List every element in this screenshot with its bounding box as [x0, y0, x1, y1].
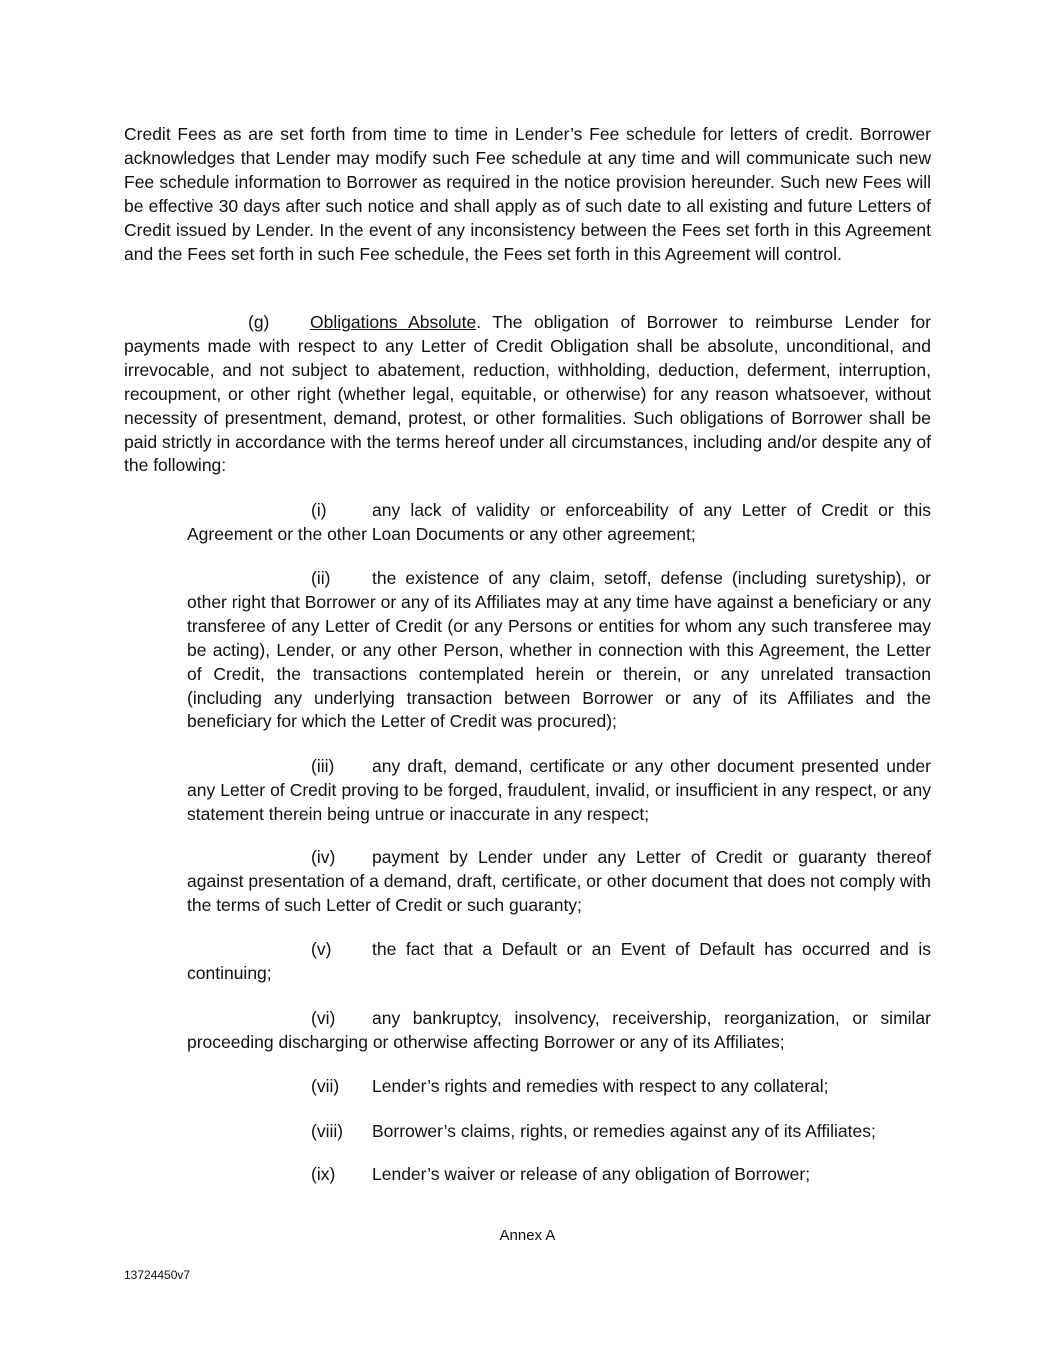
list-item-text: any draft, demand, certificate or any other document presented under any Letter of Credit proving to be forged, fraudulent, invalid, or insufficient in any respect, or any statement therein being untrue or inaccurate in any respect;	[187, 756, 931, 824]
section-g-body: The obligation of Borrower to reimburse Lender for payments made with respect to any Letter of Credit Obligation shall be absolute, unconditional, and irrevocable, and not subject to abatement, reduction, withholding, deduction, deferment, interruption, recoupment, or other right (whether legal, equitable, or otherwise) for any reason whatsoever, without necessity of presentment, demand, protest, or other formalities. Such obligations of Borrower shall be paid strictly in accordance with the terms hereof under all circumstances, including and/or despite any of the following:	[124, 312, 931, 476]
list-item-iii	[187, 755, 931, 827]
list-item-ix	[187, 1163, 931, 1187]
section-g-heading-punct: .	[476, 312, 482, 332]
list-marker: (vii)	[311, 1076, 340, 1096]
list-item-ii	[187, 567, 931, 734]
list-marker: (ix)	[311, 1164, 336, 1184]
list-item-text: Lender’s rights and remedies with respect to any collateral;	[372, 1076, 829, 1096]
list-item-text: Borrower’s claims, rights, or remedies against any of its Affiliates;	[372, 1121, 876, 1141]
list-marker: (v)	[311, 939, 332, 959]
list-item-text: any bankruptcy, insolvency, receivership, reorganization, or similar proceeding discharging or otherwise affecting Borrower or any of its Affiliates;	[187, 1008, 931, 1052]
list-item-vi	[187, 1007, 931, 1055]
list-marker: (viii)	[311, 1121, 344, 1141]
intro-paragraph: Credit Fees as are set forth from time to time in Lender’s Fee schedule for letters of credit. Borrower acknowledges that Lender may modify such Fee schedule at any time and will communicate such new Fee schedule information to Borrower as required in the notice provision hereunder. Such new Fees will be effective 30 days after such notice and shall apply as of such date to all existing and future Letters of Credit issued by Lender. In the event of any inconsistency between the Fees set forth in this Agreement and the Fees set forth in such Fee schedule, the Fees set forth in this Agreement will control.	[124, 124, 931, 264]
list-item-viii	[187, 1120, 931, 1144]
document-id: 13724450v7	[124, 1268, 191, 1282]
list-item-text: any lack of validity or enforceability of any Letter of Credit or this Agreement or the other Loan Documents or any other agreement;	[187, 500, 931, 544]
list-item-text: payment by Lender under any Letter of Credit or guaranty thereof against presentation of a demand, draft, certificate, or other document that does not comply with the terms of such Letter of Credit or such guaranty;	[187, 847, 931, 915]
list-item-i	[187, 499, 931, 547]
page-footer-label: Annex A	[499, 1227, 556, 1244]
list-marker: (ii)	[311, 568, 331, 588]
list-item-text: the fact that a Default or an Event of Default has occurred and is continuing;	[187, 939, 931, 983]
section-g-marker: (g)	[248, 312, 270, 332]
section-g-paragraph	[124, 311, 931, 478]
list-marker: (iv)	[311, 847, 336, 867]
list-item-v	[187, 938, 931, 986]
list-marker: (iii)	[311, 756, 335, 776]
list-item-iv	[187, 846, 931, 918]
list-item-vii	[187, 1075, 931, 1099]
list-marker: (i)	[311, 500, 327, 520]
list-item-text: the existence of any claim, setoff, defense (including suretyship), or other right that Borrower or any of its Affiliates may at any time have against a beneficiary or any transferee of any Letter of Credit (or any Persons or entities for whom any such transferee may be acting), Lender, or any other Person, whether in connection with this Agreement, the Letter of Credit, the transactions contemplated herein or therein, or any unrelated transaction (including any underlying transaction between Borrower or any of its Affiliates and the beneficiary for which the Letter of Credit was procured);	[187, 568, 931, 732]
list-item-text: Lender’s waiver or release of any obligation of Borrower;	[372, 1164, 811, 1184]
section-g-heading: Obligations Absolute	[310, 312, 477, 332]
list-marker: (vi)	[311, 1008, 336, 1028]
